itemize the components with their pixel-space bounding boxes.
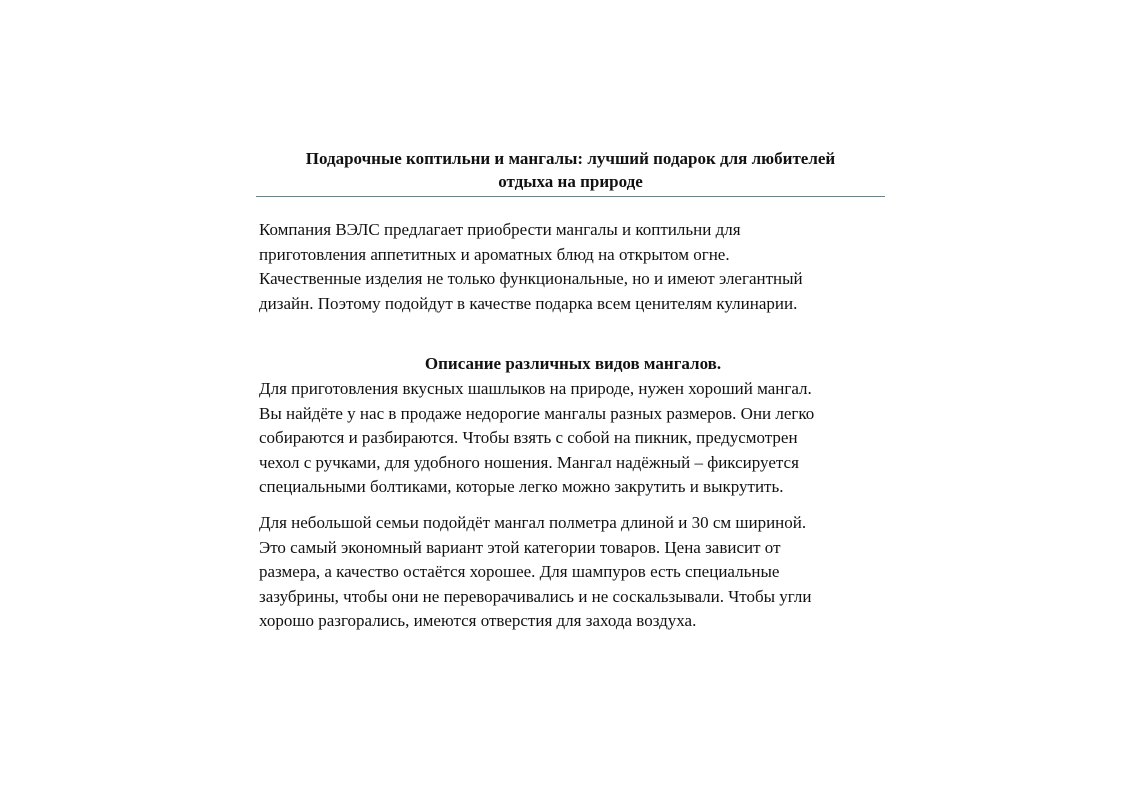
section-heading: Описание различных видов мангалов. xyxy=(424,354,722,374)
text-line: Вы найдёте у нас в продаже недорогие мангалы разных размеров. Они легко xyxy=(259,403,815,423)
text-line: Для небольшой семьи подойдёт мангал полметра длиной и 30 см шириной. xyxy=(259,512,807,532)
title-line: отдыха на природе xyxy=(498,172,643,191)
text-line: специальными болтиками, которые легко можно закрутить и выкрутить. xyxy=(259,477,784,497)
body-paragraph-1 xyxy=(259,377,887,500)
text-line: дизайн. Поэтому подойдут в качестве подарка всем ценителям кулинарии. xyxy=(259,293,798,313)
document-body xyxy=(259,218,887,634)
text-line: чехол с ручками, для удобного ношения. Мангал надёжный – фиксируется xyxy=(259,452,799,472)
page-title xyxy=(256,147,885,197)
text-line: размера, а качество остаётся хорошее. Для шампуров есть специальные xyxy=(259,562,780,582)
intro-paragraph xyxy=(259,218,887,316)
title-divider xyxy=(256,196,885,197)
text-line: Для приготовления вкусных шашлыков на природе, нужен хороший мангал. xyxy=(259,378,812,398)
text-line: приготовления аппетитных и ароматных блюд на открытом огне. xyxy=(259,244,730,264)
text-line: Качественные изделия не только функциональные, но и имеют элегантный xyxy=(259,269,803,289)
body-paragraph-2 xyxy=(259,511,887,634)
title-line: Подарочные коптильни и мангалы: лучший подарок для любителей xyxy=(305,149,836,168)
text-line: Компания ВЭЛС предлагает приобрести мангалы и коптильни для xyxy=(259,220,741,239)
text-line: зазубрины, чтобы они не переворачивались и не соскальзывали. Чтобы угли xyxy=(259,586,812,606)
text-line: хорошо разгорались, имеются отверстия для захода воздуха. xyxy=(259,611,697,631)
text-line: Это самый экономный вариант этой категории товаров. Цена зависит от xyxy=(259,537,781,557)
text-line: собираются и разбираются. Чтобы взять с собой на пикник, предусмотрен xyxy=(259,428,798,448)
